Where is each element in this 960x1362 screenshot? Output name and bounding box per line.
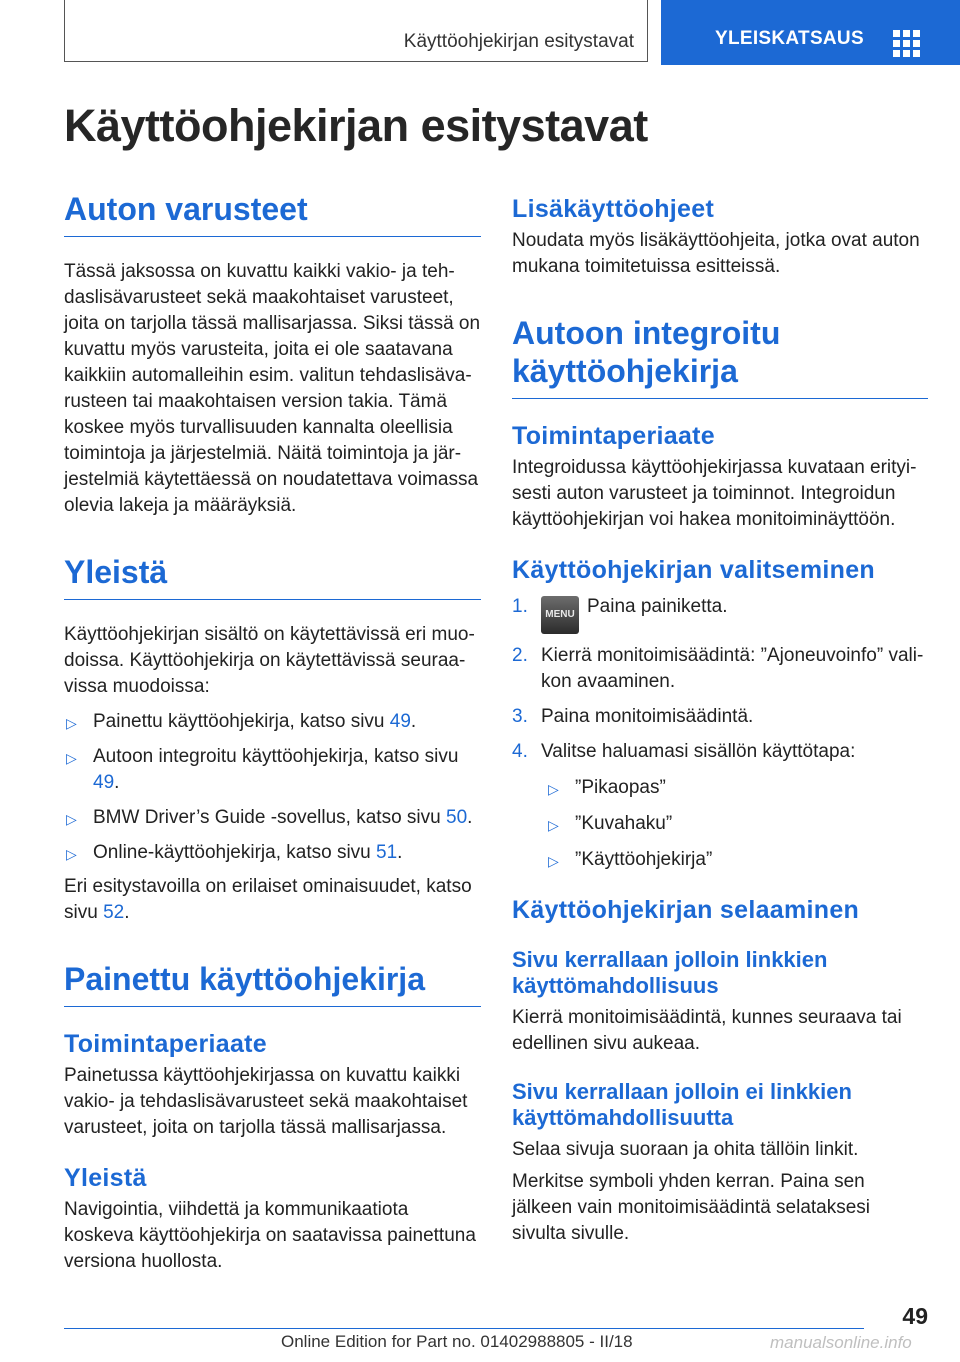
list-item: ▷ Painettu käyttöohjekirja, katso sivu 49.	[64, 709, 481, 735]
triangle-bullet-icon: ▷	[66, 846, 77, 862]
watermark: manualsonline.info	[770, 1333, 912, 1352]
heading-printed-principle: Toimintaperiaate	[64, 1030, 267, 1058]
header-section-title: Käyttöohjekirjan esitystavat	[403, 31, 634, 52]
format-list	[64, 709, 481, 866]
header-section-tab	[64, 0, 648, 62]
additional-body: Noudata myös lisäkäyttöohjeita, jotka ovat auton mukana toimitetuissa esitteissä.	[512, 230, 920, 277]
list-item: 1. MENU Paina painiketta.	[512, 594, 928, 634]
heading-integrated-principle: Toimintaperiaate	[512, 422, 715, 450]
heading-general: Yleistä	[64, 553, 481, 600]
triangle-bullet-icon: ▷	[548, 817, 559, 833]
triangle-bullet-icon: ▷	[66, 750, 77, 766]
list-item: ▷ ”Kuvahaku”	[546, 811, 928, 837]
heading-equipment: Auton varusteet	[64, 190, 481, 237]
header-chapter-bar[interactable]	[661, 0, 960, 65]
page-title: Käyttöohjekirjan esitystavat	[64, 100, 648, 151]
heading-without-links: Sivu kerrallaan jolloin ei linkkien käyttömahdollisuutta	[512, 1079, 852, 1130]
printed-general-body: Navigointia, viihdettä ja kommunikaatiota koskeva käyttöohjekirja on saatavissa painettuna versiona huollosta.	[64, 1199, 476, 1272]
right-column	[512, 194, 928, 1247]
select-steps	[512, 594, 928, 873]
heading-printed-general: Yleistä	[64, 1164, 147, 1192]
triangle-bullet-icon: ▷	[66, 715, 77, 731]
menu-button-icon: MENU	[541, 596, 579, 634]
heading-select-manual: Käyttöohjekirjan valitseminen	[512, 556, 875, 584]
list-item: ▷ Online-käyttöohjekirja, katso sivu 51.	[64, 840, 481, 866]
triangle-bullet-icon: ▷	[66, 811, 77, 827]
list-item: ▷ BMW Driver’s Guide -sovellus, katso sivu 50.	[64, 805, 481, 831]
triangle-bullet-icon: ▷	[548, 853, 559, 869]
list-item: ▷ ”Käyttöohjekirja”	[546, 847, 928, 873]
page-link[interactable]: 49	[93, 772, 115, 793]
list-item: ▷ ”Pikaopas”	[546, 775, 928, 801]
with-links-body: Kierrä monitoimisäädintä, kunnes seuraava tai edellinen sivu aukeaa.	[512, 1007, 902, 1054]
heading-printed-manual: Painettu käyttöohjekirja	[64, 960, 481, 1007]
integrated-principle-body: Integroidussa käyttöohjekirjassa kuvataan erityisesti auton varusteet ja toiminnot. Integroidun käyttöohjekirjan voi hakea monitoiminäyttöön.	[512, 457, 917, 530]
list-item: ▷ Autoon integroitu käyttöohjekirja, katso sivu 49.	[66, 746, 459, 793]
page-link[interactable]: 50	[446, 807, 468, 828]
equipment-body: Tässä jaksossa on kuvattu kaikki vakio- ja tehdaslisävarusteet sekä maakohtaiset varusteet, joita on tarjolla tässä mallisarjassa. Siksi tässä on kuvattu myös varusteita, joita ei ole saatavana kaikkiin automalleihin esim. valitun tehdaslisävarusteen tai maakohtaisen version takia. Tämä koskee myös turvallisuuden kannalta oleellisia toimintoja ja järjestelmiä. Näitä toimintoja ja järjestelmiä käytettäessä on noudatettava voimassa olevia lakeja ja määräyksiä.	[64, 261, 481, 516]
heading-browse-manual: Käyttöohjekirjan selaaminen	[512, 896, 860, 924]
left-column	[64, 190, 481, 1275]
chapter-label: YLEISKATSAUS	[715, 28, 864, 49]
general-outro: Eri esitystavoilla on erilaiset ominaisuudet, katso sivu 52.	[64, 876, 472, 923]
without-links-body-2: Merkitse symboli yhden kerran. Paina sen jälkeen vain monitoimisäädintä selataksesi sivulta sivulle.	[512, 1171, 871, 1244]
footer-edition: Online Edition for Part no. 01402988805 - II/18	[281, 1332, 633, 1351]
heading-additional: Lisäkäyttöohjeet	[512, 195, 715, 223]
list-item: 3. Paina monitoimisäädintä.	[512, 706, 754, 727]
heading-with-links: Sivu kerrallaan jolloin linkkien käyttömahdollisuus	[512, 947, 828, 998]
without-links-body-1: Selaa sivuja suoraan ja ohita tällöin linkit.	[512, 1139, 859, 1160]
page-link[interactable]: 52	[103, 902, 125, 923]
page-link[interactable]: 51	[376, 842, 398, 863]
printed-principle-body: Painetussa käyttöohjekirjassa on kuvattu kaikki vakio- ja tehdaslisävarusteet sekä maakohtaiset varusteet, joita on tarjolla tässä mallisarjassa.	[64, 1065, 468, 1138]
grid-icon	[893, 30, 920, 57]
usage-options	[541, 775, 928, 873]
list-item: 2. Kierrä monitoimisäädintä: ”Ajoneuvoinfo” valikon avaaminen.	[512, 645, 924, 692]
page-link[interactable]: 49	[389, 711, 411, 732]
footer-divider	[64, 1328, 864, 1329]
heading-integrated-manual: Autoon integroitu käyttöohjekirja	[512, 314, 928, 399]
general-intro: Käyttöohjekirjan sisältö on käytettävissä eri muodoissa. Käyttöohjekirja on käytettävissä seuraavissa muodoissa:	[64, 624, 475, 697]
triangle-bullet-icon: ▷	[548, 781, 559, 797]
page-number: 49	[902, 1303, 928, 1329]
list-item: 4. Valitse haluamasi sisällön käyttötapa: ▷ ”Pikaopas” ▷ ”Kuvahaku” ▷ ”Käyttöohjekirja”	[512, 739, 928, 873]
